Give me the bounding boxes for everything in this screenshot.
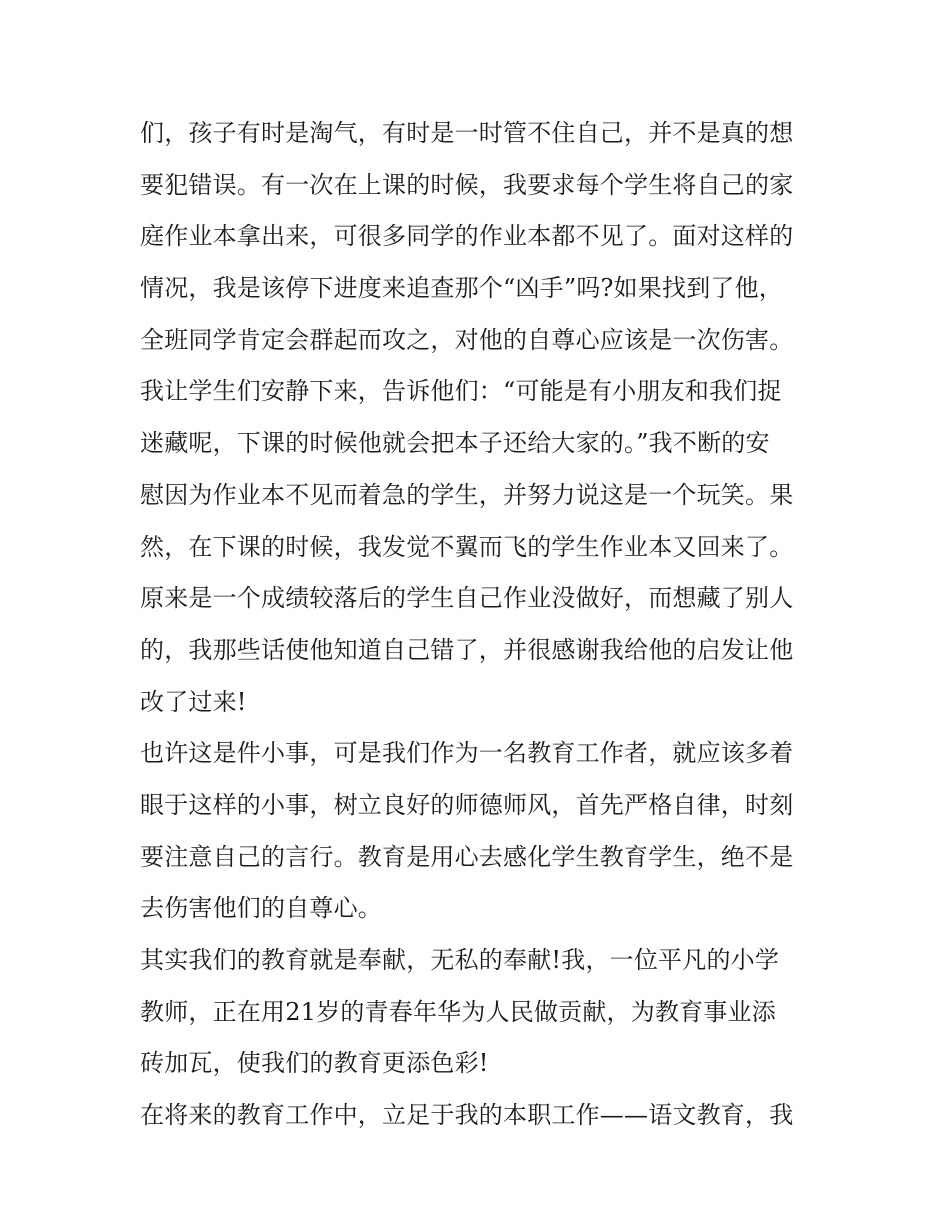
- text-line: 们，孩子有时是淘气，有时是一时管不住自己，并不是真的想: [140, 119, 794, 147]
- text-line: 慰因为作业本不见而着急的学生，并努力说这是一个玩笑。果: [140, 480, 794, 509]
- text-line: 全班同学肯定会群起而攻之，对他的自尊心应该是一次伤害。: [140, 325, 794, 354]
- text-line: 其实我们的教育就是奉献，无私的奉献!我，一位平凡的小学: [140, 946, 780, 974]
- text-line: 教师，正在用21岁的青春年华为人民做贡献，为教育事业添: [140, 997, 776, 1026]
- text-line: 改了过来!: [140, 687, 247, 716]
- text-line: 要犯错误。有一次在上课的时候，我要求每个学生将自己的家: [140, 170, 794, 199]
- text-line: 情况，我是该停下进度来追查那个“凶手”吗?如果找到了他，: [140, 274, 784, 303]
- text-line: 庭作业本拿出来，可很多同学的作业本都不见了。面对这样的: [140, 222, 794, 251]
- text-line: 我让学生们安静下来，告诉他们：“可能是有小朋友和我们捉: [140, 377, 782, 406]
- text-line: 去伤害他们的自尊心。: [140, 894, 382, 923]
- text-line: 眼于这样的小事，树立良好的师德师风，首先严格自律，时刻: [140, 790, 794, 819]
- text-line: 的，我那些话使他知道自己错了，并很感谢我给他的启发让他: [140, 635, 794, 664]
- text-line: 迷藏呢，下课的时候他就会把本子还给大家的。”我不断的安: [140, 429, 770, 458]
- text-line: 然，在下课的时候，我发觉不翼而飞的学生作业本又回来了。: [140, 532, 794, 561]
- text-line: 砖加瓦，使我们的教育更添色彩!: [140, 1049, 489, 1078]
- text-line: 要注意自己的言行。教育是用心去感化学生教育学生，绝不是: [140, 842, 794, 871]
- text-line: 原来是一个成绩较落后的学生自己作业没做好，而想藏了别人: [140, 584, 794, 613]
- document-body: [140, 108, 820, 1142]
- text-line: 也许这是件小事，可是我们作为一名教育工作者，就应该多着: [140, 739, 794, 768]
- text-line: 在将来的教育工作中，立足于我的本职工作——语文教育，我: [140, 1101, 794, 1130]
